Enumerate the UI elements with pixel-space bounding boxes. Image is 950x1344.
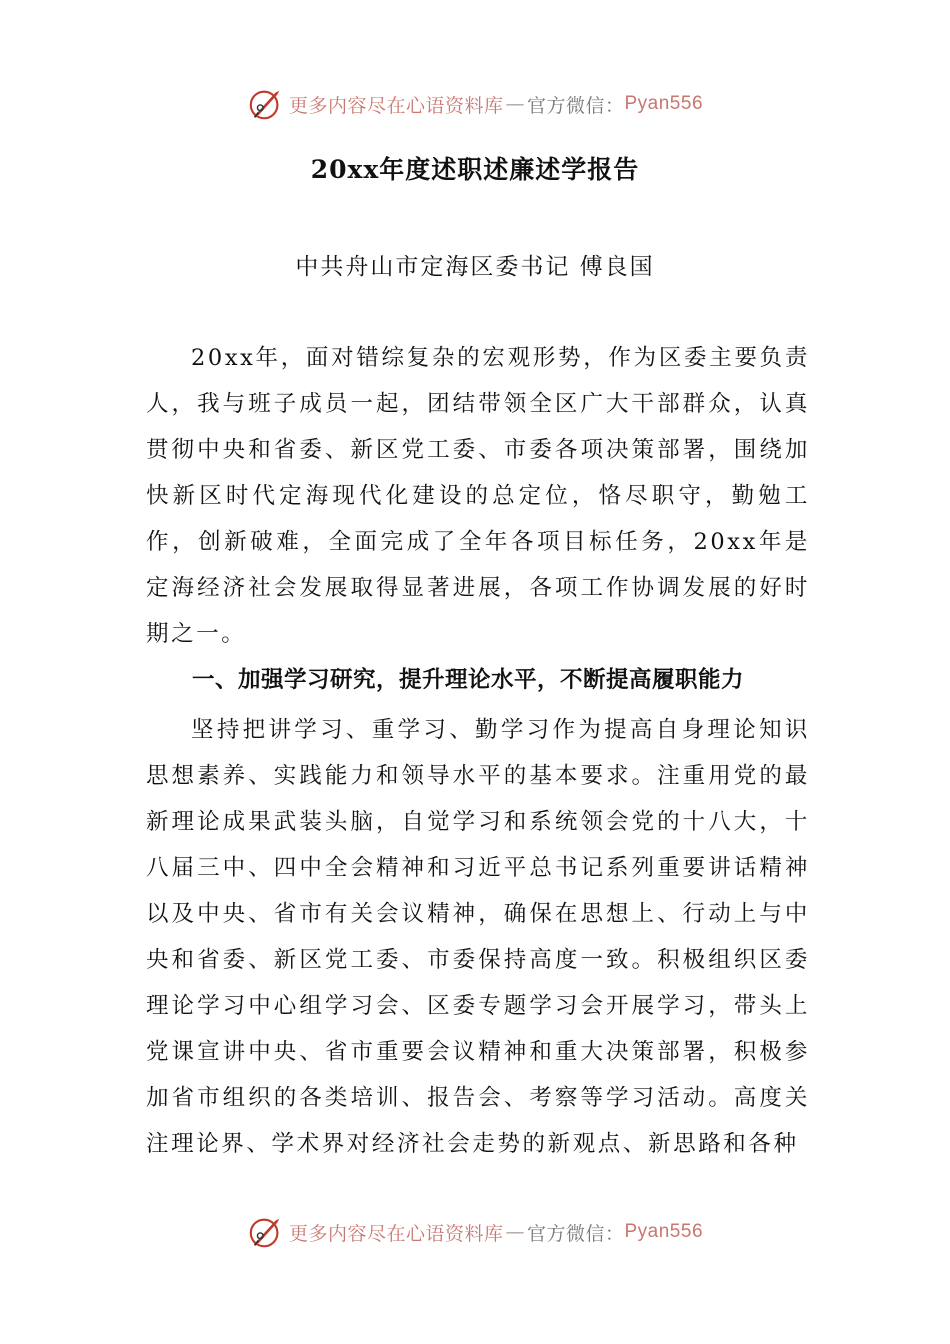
quill-logo-icon bbox=[247, 1213, 285, 1251]
document-title: 20xx年度述职述廉述学报告 bbox=[310, 155, 640, 184]
section-paragraph: 坚持把讲学习、重学习、勤学习作为提高自身理论知识思想素养、实践能力和领导水平的基本要求。注重用党的最新理论成果武装头脑，自觉学习和系统领会党的十八大，十八届三中、四中全会精神和习近平总书记系列重要讲话精神以及中央、省市有关会议精神，确保在思想上、行动上与中央和省委、新区党工委、市委保持高度一致。积极组织区委理论学习中心组学习会、区委专题学习会开展学习，带头上党课宣讲中央、省市重要会议精神和重大决策部署，积极参加省市组织的各类培训、报告会、考察等学习活动。高度关注理论界、学术界对经济社会走势的新观点、新思路和各种 bbox=[146, 717, 810, 1157]
quill-logo-icon bbox=[247, 85, 285, 123]
footer-watermark-banner bbox=[0, 1210, 950, 1254]
banner-separator: — bbox=[505, 1221, 525, 1243]
wechat-label: 官方微信： bbox=[526, 1222, 625, 1245]
intro-paragraph: 20xx年，面对错综复杂的宏观形势，作为区委主要负责人，我与班子成员一起，团结带领全区广大干部群众，认真贯彻中央和省委、新区党工委、市委各项决策部署，围绕加快新区时代定海现代化建设的总定位，恪尽职守，勤勉工作，创新破难，全面完成了全年各项目标任务，20xx年是定海经济社会发展取得显著进展，各项工作协调发展的好时期之一。 bbox=[146, 345, 810, 647]
wechat-id: Pyan556 bbox=[624, 1221, 704, 1242]
banner-separator: — bbox=[505, 93, 525, 115]
promo-text: 更多内容尽在心语资料库 bbox=[288, 1222, 504, 1245]
promo-text: 更多内容尽在心语资料库 bbox=[288, 94, 504, 117]
wechat-label: 官方微信： bbox=[526, 94, 625, 117]
section-heading: 一、加强学习研究，提升理论水平，不断提高履职能力 bbox=[192, 667, 745, 693]
document-author: 中共舟山市定海区委书记 傅良国 bbox=[295, 254, 655, 280]
wechat-id: Pyan556 bbox=[624, 93, 704, 114]
header-watermark-banner bbox=[0, 82, 950, 126]
